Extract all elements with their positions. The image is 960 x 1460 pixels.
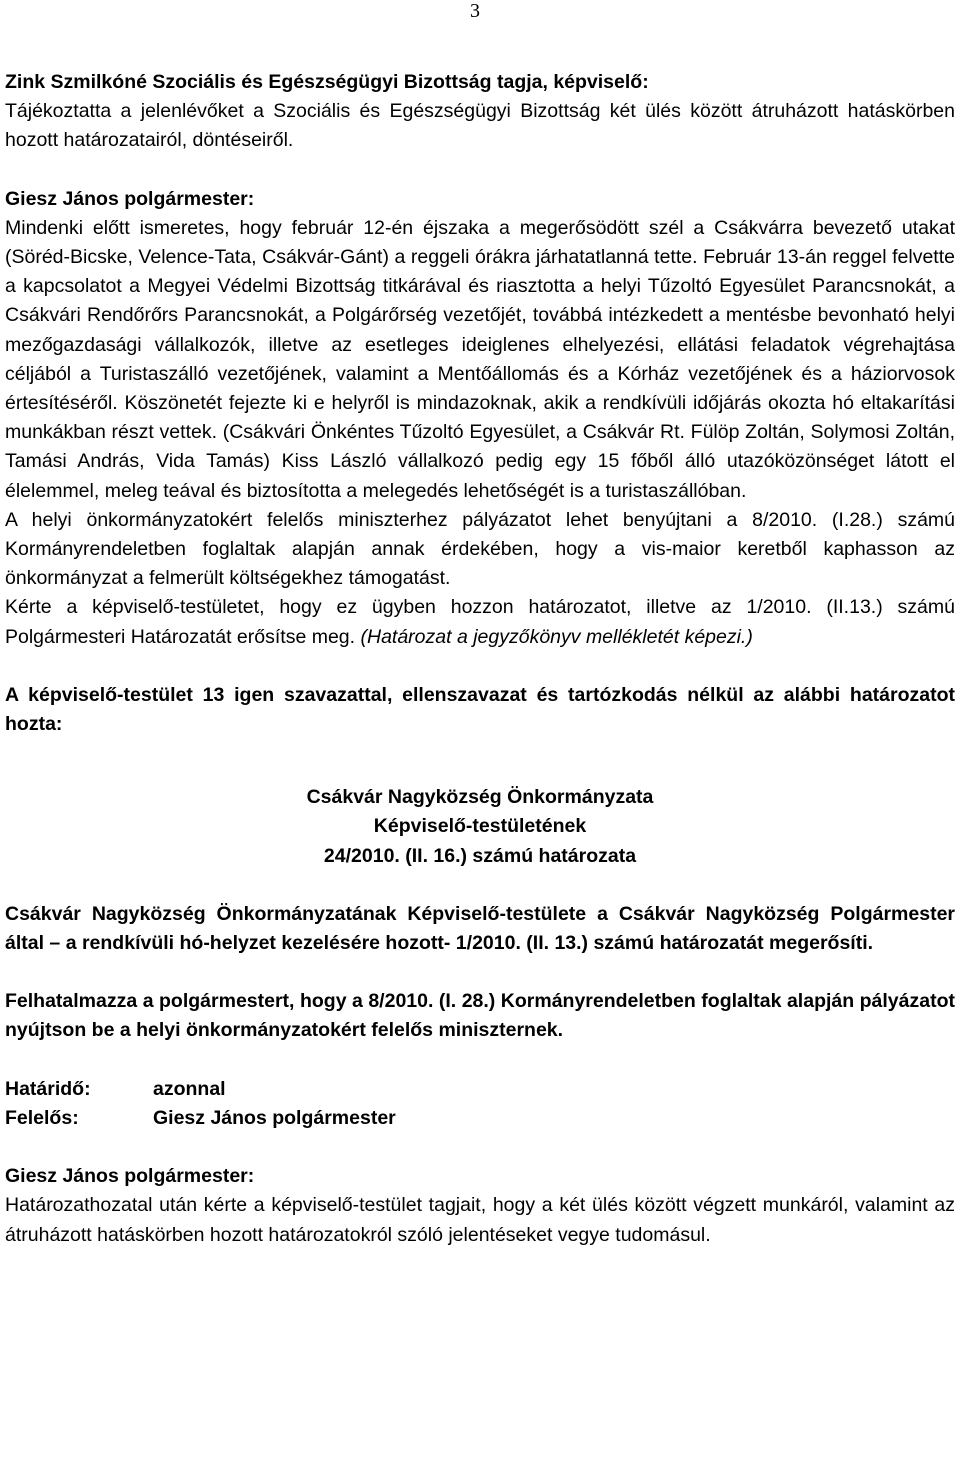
resolution-heading: Csákvár Nagyközség Önkormányzata bbox=[306, 786, 654, 809]
document-body bbox=[5, 68, 955, 1250]
responsible-row bbox=[5, 1104, 955, 1133]
italic-note: (Határozat a jegyzőkönyv mellékletét képezi.) bbox=[360, 625, 753, 648]
resolution-paragraph: Csákvár Nagyközség Önkormányzatának Képviselő-testülete a Csákvár Nagyközség Polgármester által – a rendkívüli hó-helyzet kezelésére hozott- 1/2010. (II. 13.) számú határozatát megerősíti. bbox=[5, 902, 955, 955]
responsible-label: Felelős: bbox=[5, 1106, 79, 1129]
page-number: 3 bbox=[470, 0, 480, 22]
paragraph-text: Kérte a képviselő-testületet, hogy ez ügyben hozzon határozatot, illetve az 1/2010. (II.13.) számú Polgármesteri Határozatát erősítse meg. bbox=[5, 596, 955, 648]
speaker-heading: Zink Szmilkóné Szociális és Egészségügyi Bizottság tagja, képviselő: bbox=[5, 71, 649, 93]
paragraph: Mindenki előtt ismeretes, hogy február 12-én éjszaka a megerősödött szél a Csákvárra bevezető utakat (Söréd-Bicske, Velence-Tata, Csákvár-Gánt) a reggeli órákra járhatatlanná tette. Február 13-án reggel felvette a kapcsolatot a Megyei Védelmi Bizottság titkárával és riasztotta a helyi Tűzoltó Egyesület Parancsnokát, a Csákvári Rendőrőrs Parancsnokát, a Polgárőrség vezetőjét, továbbá intézkedett a mentésbe bevonható helyi mezőgazdasági vállalkozók, illetve az esetleges ideiglenes elhelyezési, ellátási feladatok végrehajtása céljából a Turistaszálló vezetőjének, valamint a Mentőállomás és a Kórház vezetőjének és a háziorvosok értesítéséről. Köszönetét fejezte ki e helyről is mindazoknak, akik a rendkívüli időjárás okozta hó eltakarítási munkákban részt vettek. (Csákvári Önkéntes Tűzoltó Egyesület, a Csákvár Rt. Fülöp Zoltán, Solymosi Zoltán, Tamási András, Vida Tamás) Kiss László vállalkozó pedig egy 15 főből álló utazóközönséget látott el élelemmel, meleg teával és biztosította a melegedés lehetőségét is a turistaszállóban. bbox=[5, 216, 955, 502]
vote-result: A képviselő-testület 13 igen szavazattal, ellenszavazat és tartózkodás nélkül az alábbi határozatot hozta: bbox=[5, 683, 955, 736]
speaker-heading: Giesz János polgármester: bbox=[5, 187, 255, 210]
paragraph: Tájékoztatta a jelenlévőket a Szociális és Egészségügyi Bizottság két ülés között átruházott hatáskörben hozott határozatairól, döntéseiről. bbox=[5, 100, 955, 152]
paragraph bbox=[5, 593, 955, 651]
resolution-paragraph: Felhatalmazza a polgármestert, hogy a 8/2010. (I. 28.) Kormányrendeletben foglaltak alapján pályázatot nyújtson be a helyi önkormányzatokért felelős miniszternek. bbox=[5, 990, 955, 1042]
resolution-heading: Képviselő-testületének bbox=[373, 815, 587, 838]
deadline-row bbox=[5, 1075, 955, 1104]
responsible-value: Giesz János polgármester bbox=[153, 1106, 396, 1129]
paragraph: Határozathozatal után kérte a képviselő-testület tagjait, hogy a két ülés között végzett munkáról, valamint az átruházott hatáskörben hozott határozatokról szóló jelentéseket vegye tudomásul. bbox=[5, 1194, 955, 1246]
resolution-heading: 24/2010. (II. 16.) számú határozata bbox=[323, 844, 637, 867]
speaker-heading: Giesz János polgármester: bbox=[5, 1165, 255, 1188]
deadline-value: azonnal bbox=[153, 1077, 226, 1100]
deadline-label: Határidő: bbox=[5, 1077, 91, 1100]
paragraph: A helyi önkormányzatokért felelős miniszterhez pályázatot lehet benyújtani a 8/2010. (I.28.) számú Kormányrendeletben foglaltak alapján annak érdekében, hogy a vis-maior keretből kaphasson az önkormányzat a felmerült költségekhez támogatást. bbox=[5, 508, 955, 590]
